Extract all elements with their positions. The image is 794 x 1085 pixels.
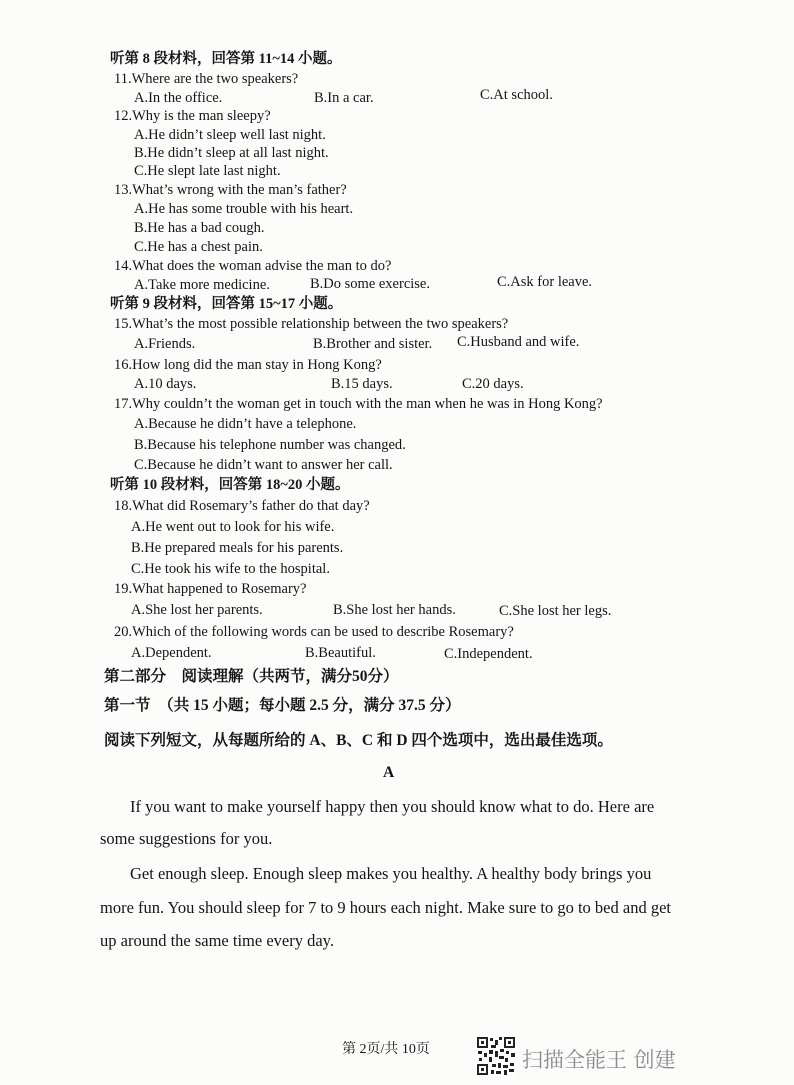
q17-option-c: C.Because he didn’t want to answer her call. — [134, 457, 393, 473]
part-2-heading: 第二部分 阅读理解（共两节，满分50分） — [104, 668, 399, 685]
passage-label: A — [383, 764, 395, 781]
passage-paragraph-1-line-1: If you want to make yourself happy then you should know what to do. Here are — [130, 797, 655, 816]
q14-option-b: B.Do some exercise. — [310, 276, 430, 292]
q15-option-c: C.Husband and wife. — [457, 334, 580, 350]
q12-option-c: C.He slept late last night. — [134, 163, 281, 179]
q17-option-b: B.Because his telephone number was changed. — [134, 437, 406, 453]
q18-option-a: A.He went out to look for his wife. — [131, 519, 335, 535]
passage-paragraph-2-line-2: more fun. You should sleep for 7 to 9 hours each night. Make sure to go to bed and get — [100, 898, 671, 917]
q20-option-c: C.Independent. — [444, 646, 533, 662]
q11-option-c: C.At school. — [480, 87, 553, 103]
q18-option-c: C.He took his wife to the hospital. — [131, 561, 330, 577]
q20-option-a: A.Dependent. — [131, 645, 212, 661]
section-1-heading: 第一节 （共 15 小题；每小题 2.5 分，满分 37.5 分） — [104, 697, 461, 714]
qr-code-icon — [476, 1036, 516, 1076]
q14-option-c: C.Ask for leave. — [497, 274, 593, 290]
page-number: 第 2页/共 10页 — [342, 1042, 430, 1057]
passage-paragraph-2-line-1: Get enough sleep. Enough sleep makes you healthy. A healthy body brings you — [130, 864, 652, 883]
q11-option-b: B.In a car. — [314, 90, 374, 106]
q14-option-a: A.Take more medicine. — [134, 277, 270, 293]
q11-stem: 11.Where are the two speakers? — [114, 71, 299, 87]
q18-stem: 18.What did Rosemary’s father do that day? — [114, 498, 370, 514]
q14-stem: 14.What does the woman advise the man to do? — [114, 258, 392, 274]
q17-stem: 17.Why couldn’t the woman get in touch with the man when he was in Hong Kong? — [114, 396, 603, 412]
q13-stem: 13.What’s wrong with the man’s father? — [114, 182, 347, 198]
q13-option-a: A.He has some trouble with his heart. — [134, 201, 354, 217]
q15-option-a: A.Friends. — [134, 336, 196, 352]
q19-option-a: A.She lost her parents. — [131, 602, 263, 618]
q12-stem: 12.Why is the man sleepy? — [114, 108, 271, 124]
section-9-heading: 听第 9 段材料，回答第 15~17 小题。 — [110, 296, 343, 312]
q19-option-c: C.She lost her legs. — [499, 603, 612, 619]
scanner-watermark: 扫描全能王 创建 — [522, 1048, 676, 1072]
q13-option-c: C.He has a chest pain. — [134, 239, 263, 255]
q12-option-b: B.He didn’t sleep at all last night. — [134, 145, 329, 161]
q16-option-b: B.15 days. — [331, 376, 393, 392]
q20-stem: 20.Which of the following words can be used to describe Rosemary? — [114, 624, 514, 640]
q15-stem: 15.What’s the most possible relationship between the two speakers? — [114, 316, 509, 332]
q16-option-c: C.20 days. — [462, 376, 524, 392]
q12-option-a: A.He didn’t sleep well last night. — [134, 127, 326, 143]
reading-instruction: 阅读下列短文，从每题所给的 A、B、C 和 D 四个选项中，选出最佳选项。 — [104, 732, 613, 749]
passage-paragraph-1-line-2: some suggestions for you. — [100, 829, 273, 848]
q19-stem: 19.What happened to Rosemary? — [114, 581, 307, 597]
q16-stem: 16.How long did the man stay in Hong Kong? — [114, 357, 382, 373]
q19-option-b: B.She lost her hands. — [333, 602, 456, 618]
passage-paragraph-2-line-3: up around the same time every day. — [100, 931, 334, 950]
q17-option-a: A.Because he didn’t have a telephone. — [134, 416, 357, 432]
section-10-heading: 听第 10 段材料，回答第 18~20 小题。 — [110, 477, 350, 493]
q11-option-a: A.In the office. — [134, 90, 223, 106]
section-8-heading: 听第 8 段材料，回答第 11~14 小题。 — [110, 51, 342, 67]
q15-option-b: B.Brother and sister. — [313, 336, 433, 352]
q13-option-b: B.He has a bad cough. — [134, 220, 265, 236]
q20-option-b: B.Beautiful. — [305, 645, 376, 661]
q16-option-a: A.10 days. — [134, 376, 197, 392]
q18-option-b: B.He prepared meals for his parents. — [131, 540, 344, 556]
